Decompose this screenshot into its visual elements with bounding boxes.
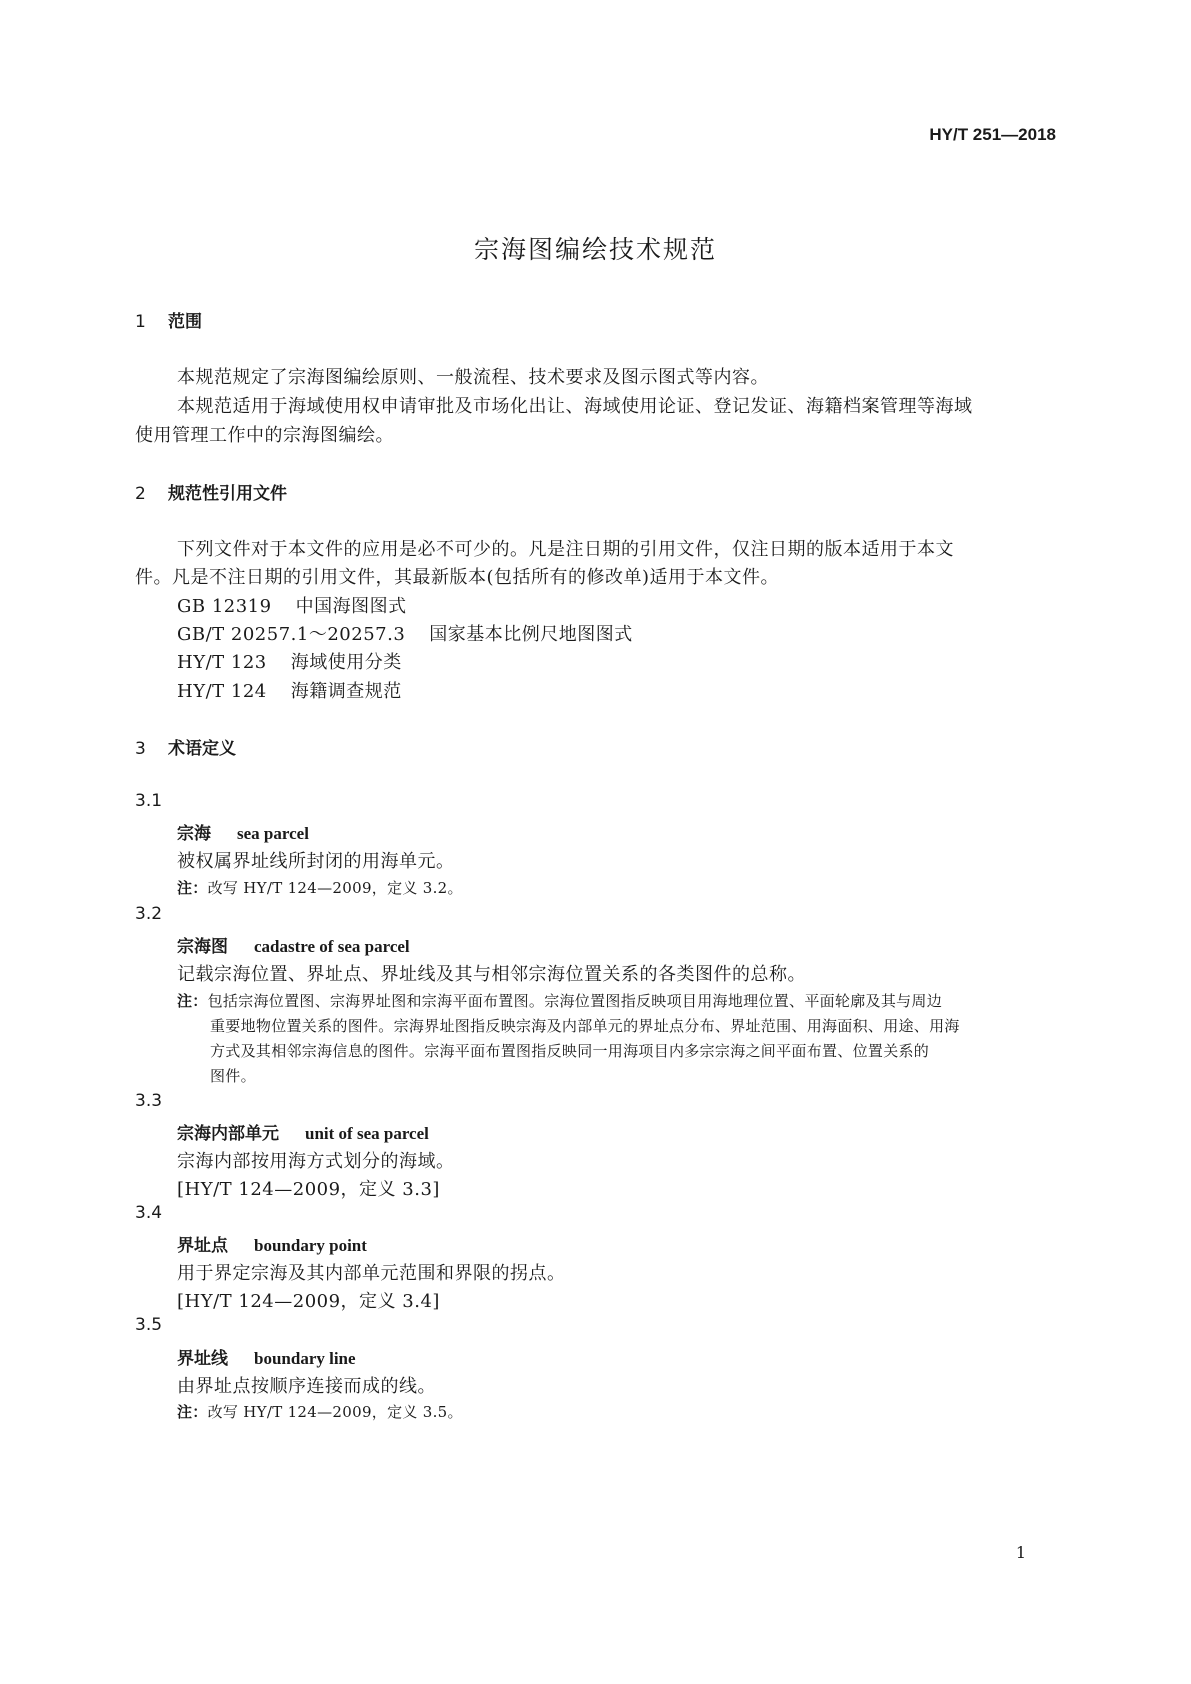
reference-item xyxy=(177,648,402,674)
reference-name: 国家基本比例尺地图图式 xyxy=(429,624,633,645)
reference-code: HY/T 124 xyxy=(177,681,267,702)
term-number: 3.4 xyxy=(135,1203,163,1223)
note-label: 注： xyxy=(177,879,208,897)
reference-name: 中国海图图式 xyxy=(295,596,407,617)
section-title: 规范性引用文件 xyxy=(168,484,287,504)
term-entry xyxy=(177,1344,356,1369)
term-zh: 界址点 xyxy=(177,1236,228,1256)
paragraph: 使用管理工作中的宗海图编绘。 xyxy=(135,425,394,446)
paragraph: 本规范适用于海域使用权申请审批及市场化出让、海域使用论证、登记发证、海籍档案管理等海域 xyxy=(177,396,973,417)
term-note-line: 方式及其相邻宗海信息的图件。宗海平面布置图指反映同一用海项目内多宗宗海之间平面布置、位置关系的 xyxy=(210,1042,930,1060)
term-en: cadastre of sea parcel xyxy=(254,937,410,956)
term-note xyxy=(177,1401,463,1422)
term-entry xyxy=(177,1119,429,1144)
section-1-heading xyxy=(135,307,202,332)
reference-name: 海域使用分类 xyxy=(290,652,402,673)
term-source: [HY/T 124—2009，定义 3.3] xyxy=(177,1179,440,1200)
reference-item xyxy=(177,677,402,703)
term-note-line: 重要地物位置关系的图件。宗海界址图指反映宗海及内部单元的界址点分布、界址范围、用海面积、用途、用海 xyxy=(210,1017,960,1035)
term-definition: 被权属界址线所封闭的用海单元。 xyxy=(177,851,455,872)
term-number: 3.5 xyxy=(135,1315,163,1335)
note-text: 改写 HY/T 124—2009，定义 3.5。 xyxy=(207,1403,463,1421)
term-zh: 宗海内部单元 xyxy=(177,1124,279,1144)
note-text: 包括宗海位置图、宗海界址图和宗海平面布置图。宗海位置图指反映项目用海地理位置、平面轮廓及其与周边 xyxy=(207,992,943,1010)
term-zh: 宗海图 xyxy=(177,937,228,957)
section-number: 1 xyxy=(135,312,146,332)
term-entry xyxy=(177,932,410,957)
section-number: 3 xyxy=(135,739,146,759)
term-number: 3.2 xyxy=(135,904,163,924)
term-note-line: 图件。 xyxy=(210,1067,256,1085)
term-zh: 界址线 xyxy=(177,1349,228,1369)
standard-number: HY/T 251—2018 xyxy=(929,125,1056,144)
term-definition: 用于界定宗海及其内部单元范围和界限的拐点。 xyxy=(177,1263,566,1284)
paragraph: 件。凡是不注日期的引用文件，其最新版本(包括所有的修改单)适用于本文件。 xyxy=(135,567,780,588)
term-note xyxy=(177,990,942,1011)
reference-code: HY/T 123 xyxy=(177,652,267,673)
section-3-heading xyxy=(135,734,236,759)
reference-name: 海籍调查规范 xyxy=(290,681,402,702)
term-number: 3.3 xyxy=(135,1091,163,1111)
term-definition: 记载宗海位置、界址点、界址线及其与相邻宗海位置关系的各类图件的总称。 xyxy=(177,964,806,985)
note-label: 注： xyxy=(177,1403,208,1421)
note-text: 改写 HY/T 124—2009，定义 3.2。 xyxy=(207,879,463,897)
term-definition: 宗海内部按用海方式划分的海域。 xyxy=(177,1151,455,1172)
reference-code: GB/T 20257.1～20257.3 xyxy=(177,624,406,645)
page-number: 1 xyxy=(1015,1543,1026,1562)
term-entry xyxy=(177,819,309,844)
reference-item xyxy=(177,620,633,646)
note-label: 注： xyxy=(177,992,208,1010)
term-entry xyxy=(177,1231,367,1256)
section-2-heading xyxy=(135,479,287,504)
reference-code: GB 12319 xyxy=(177,596,272,617)
term-definition: 由界址点按顺序连接而成的线。 xyxy=(177,1376,436,1397)
term-en: sea parcel xyxy=(237,824,309,843)
term-zh: 宗海 xyxy=(177,824,211,844)
paragraph: 下列文件对于本文件的应用是必不可少的。凡是注日期的引用文件，仅注日期的版本适用于本文 xyxy=(177,539,954,560)
term-number: 3.1 xyxy=(135,791,163,811)
paragraph: 本规范规定了宗海图编绘原则、一般流程、技术要求及图示图式等内容。 xyxy=(177,367,769,388)
document-title: 宗海图编绘技术规范 xyxy=(473,235,717,264)
term-en: unit of sea parcel xyxy=(305,1124,429,1143)
term-source: [HY/T 124—2009，定义 3.4] xyxy=(177,1291,440,1312)
section-number: 2 xyxy=(135,484,146,504)
term-en: boundary point xyxy=(254,1236,367,1255)
term-note xyxy=(177,877,463,898)
section-title: 术语定义 xyxy=(168,739,236,759)
term-en: boundary line xyxy=(254,1349,356,1368)
section-title: 范围 xyxy=(168,312,202,332)
reference-item xyxy=(177,592,407,618)
